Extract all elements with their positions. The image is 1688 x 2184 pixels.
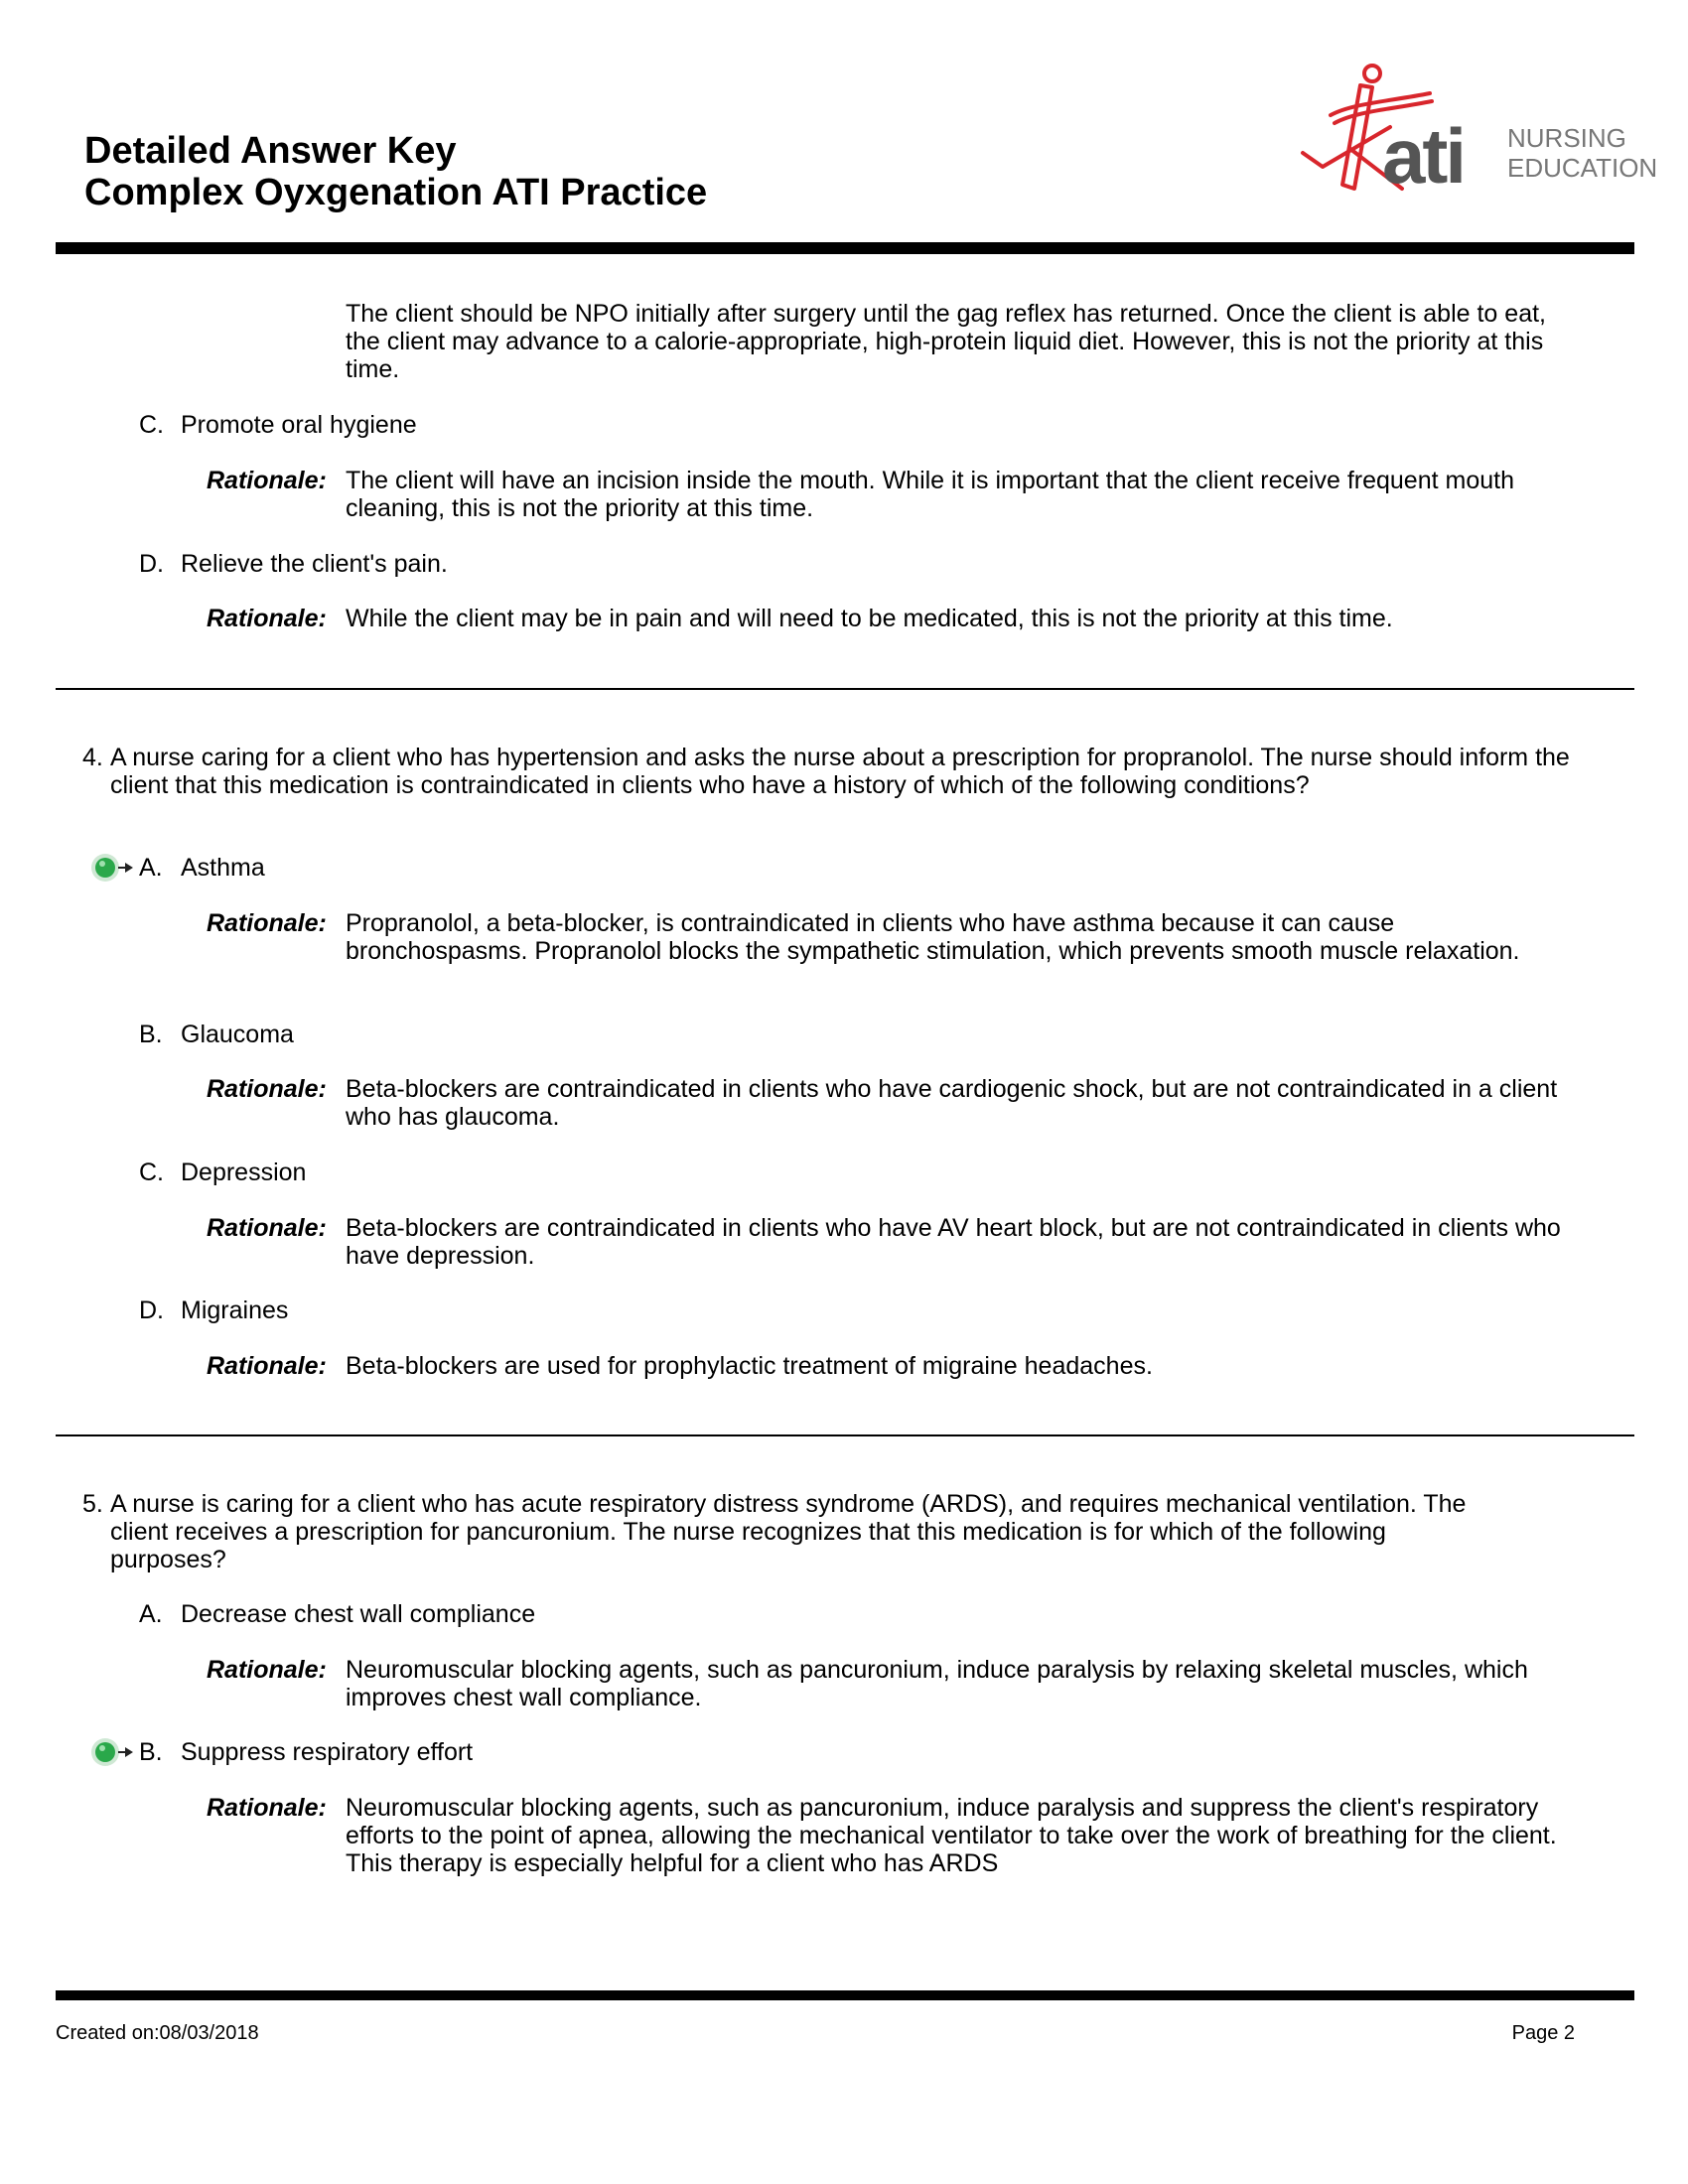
rationale-text: Propranolol, a beta-blocker, is contraindicated in clients who have asthma because it can cause bronchospasms. Propranolol blocks the sympathetic stimulation, which prevents smooth muscle relaxation. xyxy=(346,909,1520,965)
option-c xyxy=(139,411,417,439)
section-divider xyxy=(56,688,1634,690)
option-letter: C. xyxy=(139,411,164,439)
rationale-label: Rationale: xyxy=(207,1656,327,1684)
option-letter: B. xyxy=(139,1738,163,1766)
question-4-text: A nurse caring for a client who has hypertension and asks the nurse about a prescription for propranolol. The nurse should inform the client that this medication is contraindicated in clients who have a history of which of the following conditions? xyxy=(110,744,1570,799)
rationale-label: Rationale: xyxy=(207,605,327,632)
page-number: Page 2 xyxy=(1511,2022,1575,2044)
rationale-text: Beta-blockers are used for prophylactic treatment of migraine headaches. xyxy=(346,1352,1153,1380)
rationale-label: Rationale: xyxy=(207,1075,327,1103)
correct-answer-icon xyxy=(87,848,139,887)
option-text: Glaucoma xyxy=(181,1021,294,1048)
rationale-label: Rationale: xyxy=(207,467,327,494)
option-letter: A. xyxy=(139,1600,163,1628)
correct-answer-icon xyxy=(87,1732,139,1772)
rationale-text: Neuromuscular blocking agents, such as pancuronium, induce paralysis by relaxing skeletal muscles, which improves chest wall compliance. xyxy=(346,1656,1528,1711)
option-c xyxy=(139,1159,306,1186)
option-a xyxy=(139,1600,535,1628)
rationale-text: While the client may be in pain and will need to be medicated, this is not the priority at this time. xyxy=(346,605,1393,632)
option-text: Promote oral hygiene xyxy=(181,411,417,439)
option-b xyxy=(139,1021,294,1048)
document-title: Detailed Answer Key xyxy=(84,130,457,172)
option-letter: D. xyxy=(139,550,164,578)
document-subtitle: Complex Oyxgenation ATI Practice xyxy=(84,172,708,213)
section-divider xyxy=(56,1434,1634,1436)
question-5-number: 5. xyxy=(82,1490,103,1518)
created-date: Created on:08/03/2018 xyxy=(56,2022,259,2044)
option-text: Decrease chest wall compliance xyxy=(181,1600,536,1628)
option-a xyxy=(139,854,265,882)
option-d xyxy=(139,1297,288,1324)
rationale-label: Rationale: xyxy=(207,909,327,937)
option-d xyxy=(139,550,448,578)
option-letter: B. xyxy=(139,1021,163,1048)
option-letter: C. xyxy=(139,1159,164,1186)
logo-brand: ati xyxy=(1382,112,1465,200)
logo-sub-line2: EDUCATION xyxy=(1507,153,1658,183)
option-text: Asthma xyxy=(181,854,265,882)
continued-rationale: The client should be NPO initially after surgery until the gag reflex has returned. Once the client is able to eat, the client may advance to a calorie-appropriate, high-protein liquid diet. However, this is not the priority at this time. xyxy=(346,300,1546,383)
rationale-label: Rationale: xyxy=(207,1214,327,1242)
rationale-text: Neuromuscular blocking agents, such as pancuronium, induce paralysis and suppress the client's respiratory efforts to the point of apnea, allowing the mechanical ventilator to take over the work of breathing for the client. This therapy is especially helpful for a client who has ARDS xyxy=(346,1794,1557,1877)
option-text: Suppress respiratory effort xyxy=(181,1738,474,1766)
option-b xyxy=(139,1738,473,1766)
option-letter: D. xyxy=(139,1297,164,1324)
logo-sub-line1: NURSING xyxy=(1507,123,1626,153)
option-text: Depression xyxy=(181,1159,307,1186)
question-5-text: A nurse is caring for a client who has acute respiratory distress syndrome (ARDS), and requires mechanical ventilation. The client receives a prescription for pancuronium. The nurse recognizes that this medication is for which of the following purposes? xyxy=(110,1490,1467,1573)
rationale-label: Rationale: xyxy=(207,1352,327,1380)
header-bar xyxy=(56,242,1634,254)
question-4-number: 4. xyxy=(82,744,103,771)
rationale-text: The client will have an incision inside the mouth. While it is important that the client receive frequent mouth cleaning, this is not the priority at this time. xyxy=(346,467,1514,522)
rationale-text: Beta-blockers are contraindicated in clients who have AV heart block, but are not contraindicated in clients who have depression. xyxy=(346,1214,1561,1270)
option-letter: A. xyxy=(139,854,163,882)
ati-logo xyxy=(1291,58,1658,206)
rationale-text: Beta-blockers are contraindicated in clients who have cardiogenic shock, but are not contraindicated in a client who has glaucoma. xyxy=(346,1075,1558,1131)
footer-bar xyxy=(56,1990,1634,2000)
rationale-label: Rationale: xyxy=(207,1794,327,1822)
option-text: Migraines xyxy=(181,1297,289,1324)
option-text: Relieve the client's pain. xyxy=(181,550,448,578)
